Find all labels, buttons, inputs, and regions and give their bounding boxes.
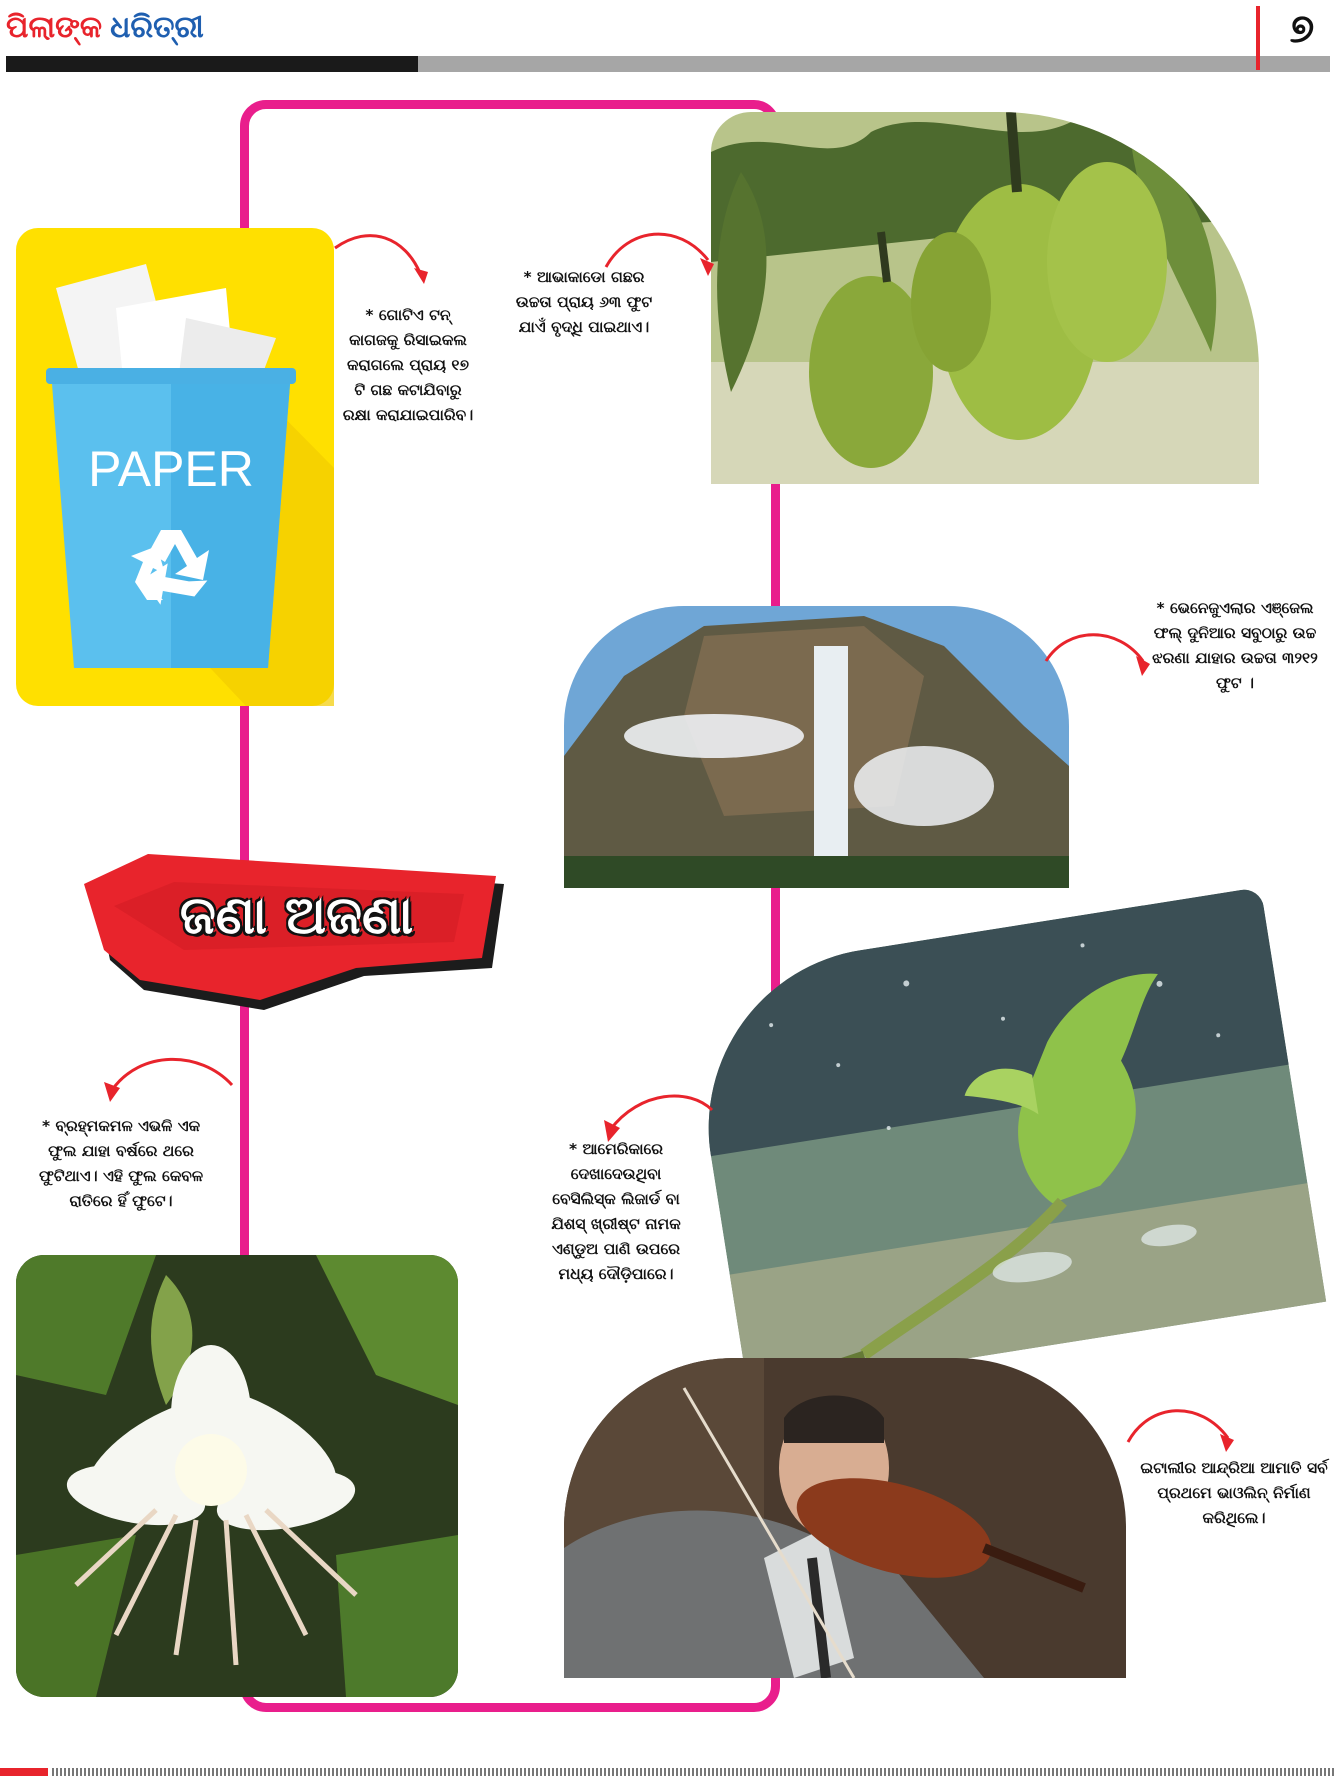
header-divider [1256,6,1260,70]
brahma-kamal-photo [16,1255,458,1697]
paper-bin-graphic [16,228,334,706]
fact-paper-caption: * ଗୋଟିଏ ଟନ୍ କାଗଜକୁ ରିସାଇକଲ କରାଗଲେ ପ୍ରାୟ ୧୭ ଟି ଗଛ କଟାଯିବାରୁ ରକ୍ଷା କରାଯାଇପାରିବ। [342,306,474,424]
page-number: ୭ [1289,6,1315,52]
fact-angel-falls-caption: * ଭେନେଜୁଏଲାର ଏଞ୍ଜେଲ ଫଲ୍ ଦୁନିଆର ସବୁଠାରୁ ଉଚ୍ଚ ଝରଣା ଯାହାର ଉଚ୍ଚତା ୩୨୧୨ ଫୁଟ । [1152,599,1318,692]
violinist-photo [564,1358,1126,1678]
fact-brahma-kamal-caption: * ବ୍ରହ୍ମକମଳ ଏଭଳି ଏକ ଫୁଲ ଯାହା ବର୍ଷରେ ଥରେ ଫୁଟିଥାଏ। ଏହି ଫୁଲ କେବଳ ରାତିରେ ହିଁ ଫୁଟେ। [38,1117,204,1210]
fact-avocado-caption: * ଆଭାକାଡୋ ଗଛର ଉଚ୍ଚତା ପ୍ରାୟ ୬୩ ଫୁଟ ଯାଏଁ ବୃଦ୍ଧି ପାଇଥାଏ। [515,268,653,336]
avocado-photo [711,112,1259,484]
arrow-icon [1120,1400,1240,1460]
fact-violin-caption: ଇଟାଲୀର ଆନ୍ଦ୍ରିଆ ଆମାତି ସର୍ବ ପ୍ରଥମେ ଭାଓଲିନ୍ ନିର୍ମାଣ କରିଥିଲେ। [1140,1459,1328,1527]
masthead-part-2: ଧରିତ୍ରୀ [110,10,204,45]
header-bar-dark [6,56,418,72]
arrow-icon [330,228,430,288]
angel-falls-photo [564,606,1069,888]
masthead-part-1: ପିଲାଙ୍କ [6,10,103,45]
banner-title: ଜଣା ଅଜଣା [179,886,414,946]
footer-dotted-rule [52,1768,1335,1776]
header-bar-gray [418,56,1330,72]
arrow-icon [600,1090,720,1150]
recycle-bin-illustration [16,228,334,706]
masthead-logo [6,4,204,52]
arrow-icon [1038,626,1158,686]
arrow-icon [100,1050,240,1110]
fact-basilisk-caption: * ଆମେରିକାରେ ଦେଖାଦେଉଥିବା ବେସିଲିସ୍କ ଲିଜାର୍ଡ ବା ଯିଶସ୍ ଖ୍ରୀଷ୍ଟ ନାମକ ଏଣ୍ଡୁଅ ପାଣି ଉପରେ ମଧ୍ୟ ଦୌଡ଼ିପାରେ। [551,1140,681,1283]
footer-bar-red [0,1768,48,1776]
section-banner [84,850,509,1015]
arrow-icon [598,222,718,282]
bin-label: PAPER [88,441,254,497]
